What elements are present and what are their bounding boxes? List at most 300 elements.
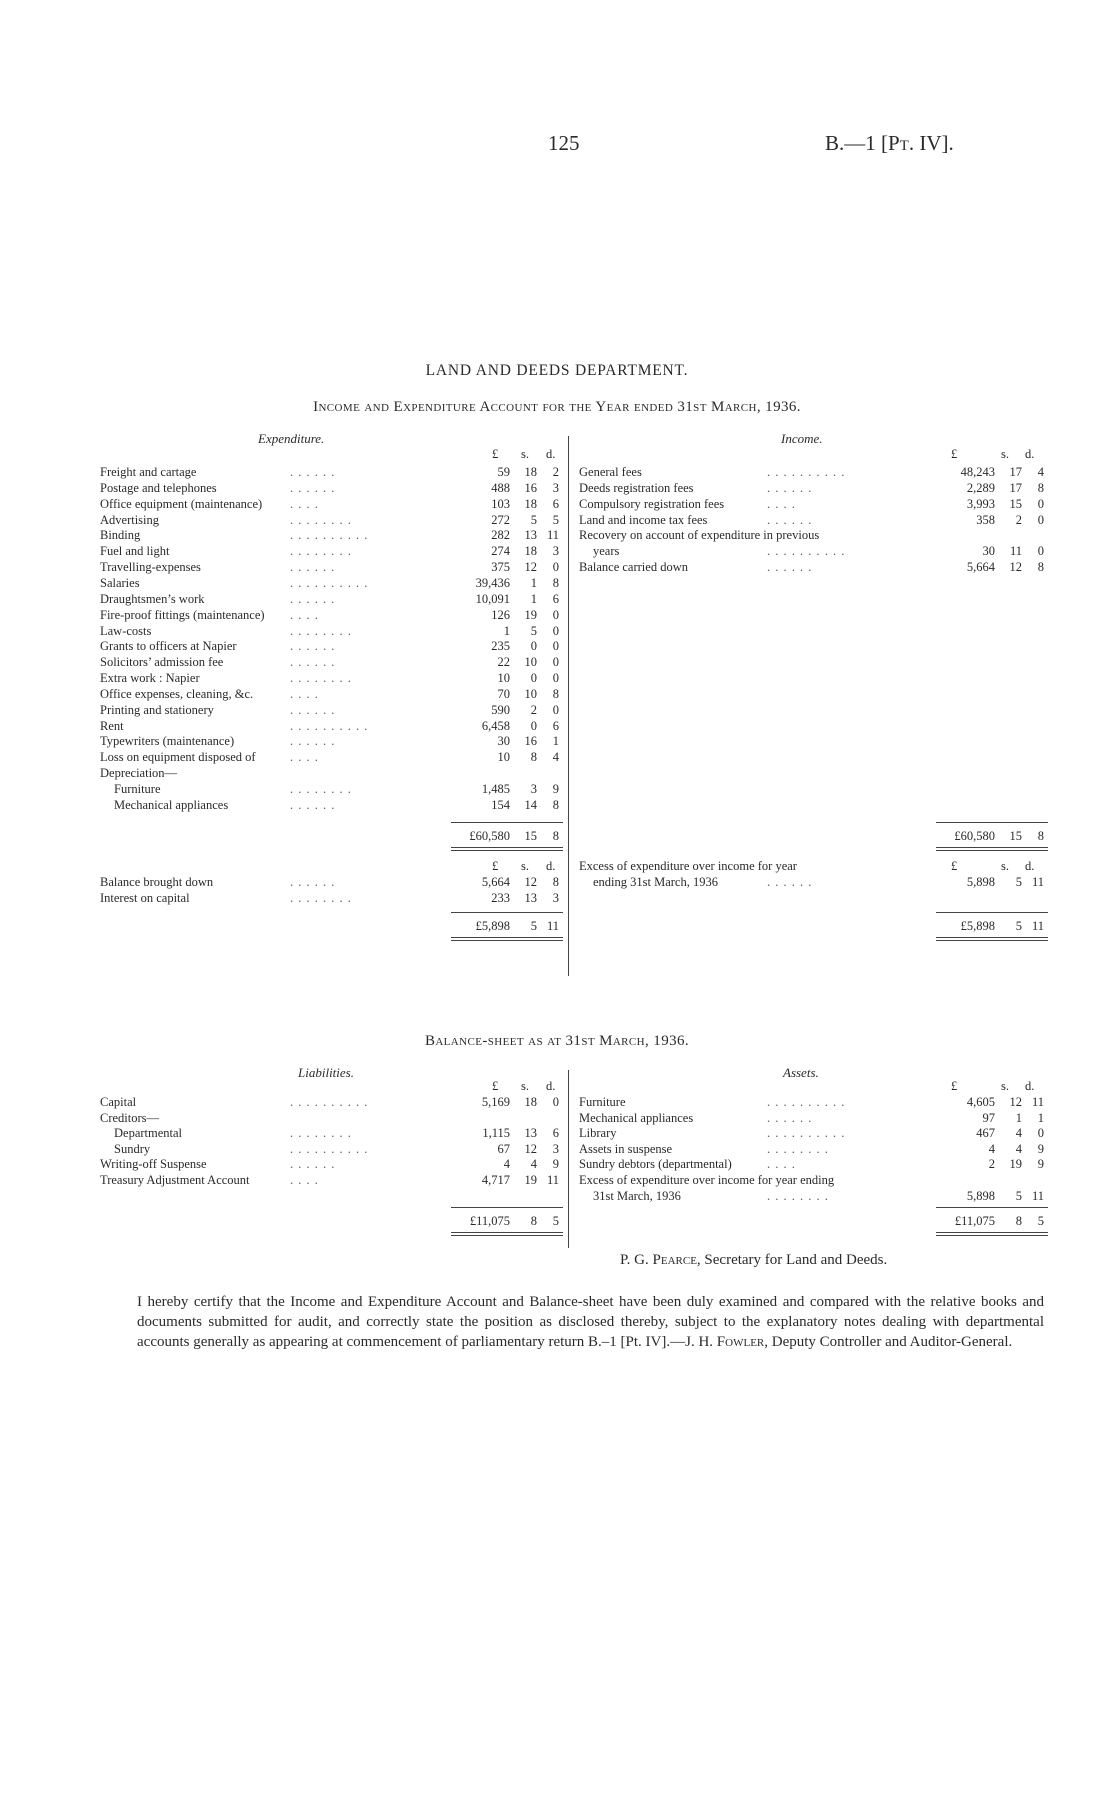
expenditure-row-pounds: 30	[497, 734, 510, 749]
expenditure-row-shillings: 18	[524, 544, 537, 559]
expenditure-row-pounds: 375	[491, 560, 510, 575]
balance-row-shillings: 12	[524, 875, 537, 889]
expenditure-row-amount	[451, 497, 563, 512]
expenditure-row-pounds: 272	[491, 512, 510, 527]
liability-row-amount	[451, 1111, 563, 1126]
asset-total-shillings: 8	[1015, 1214, 1022, 1228]
inc-pence-head: d.	[1025, 447, 1035, 461]
asset-row	[579, 1126, 919, 1141]
expenditure-row	[100, 624, 440, 639]
liab-total-rule-top	[451, 1207, 563, 1208]
asset-row-label: 31st March, 1936	[593, 1188, 681, 1203]
liability-row-label: Capital	[100, 1095, 137, 1109]
liability-row-pence: 11	[546, 1173, 559, 1187]
liability-row-amount	[451, 1095, 563, 1110]
inc-total-rule-bottom	[936, 847, 1048, 848]
asset-row-amount	[936, 1111, 1048, 1126]
expenditure-row-amount	[451, 703, 563, 718]
expenditure-row-amount	[451, 592, 563, 607]
asset-row-pounds: 4,605	[966, 1095, 995, 1109]
expenditure-row-pounds: 70	[497, 686, 510, 701]
bal-left-total-rule-bottom	[451, 937, 563, 938]
expenditure-row	[100, 513, 440, 528]
asset-row	[579, 1189, 919, 1204]
liab-total-shillings: 8	[530, 1214, 537, 1228]
liability-row-label: Sundry	[114, 1141, 151, 1156]
liability-row-amount	[451, 1126, 563, 1141]
expenditure-row-amount	[451, 798, 563, 813]
asset-row-leader-dots: . . . . . .	[767, 1110, 813, 1125]
bal-left-total-shillings: 5	[530, 919, 537, 933]
expenditure-row-pounds: 282	[491, 528, 510, 543]
expenditure-row-pence: 0	[552, 639, 559, 654]
asset-row-shillings: 19	[1009, 1157, 1022, 1172]
inc-total-pounds: £60,580	[954, 829, 995, 843]
asset-row-pence: 1	[1037, 1110, 1044, 1125]
bal-right-pounds-head: £	[951, 859, 958, 873]
income-row	[579, 544, 919, 559]
bs-center-divider	[568, 1070, 569, 1248]
liability-row-label: Treasury Adjustment Account	[100, 1173, 250, 1187]
income-row	[579, 513, 919, 528]
balance-row-leader-dots: . . . . . . . .	[290, 891, 352, 905]
liability-row-pence: 0	[552, 1095, 559, 1109]
expenditure-row-leader-dots: . . . . . .	[290, 465, 336, 479]
expenditure-row-leader-dots: . . . . . .	[290, 480, 336, 495]
expenditure-row	[100, 592, 440, 607]
liability-row-label: Writing-off Suspense	[100, 1157, 207, 1172]
expenditure-row-pounds: 59	[497, 465, 510, 479]
expenditure-row	[100, 798, 440, 813]
asset-row-label: Library	[579, 1126, 617, 1141]
income-row-shillings: 17	[1009, 480, 1022, 495]
expenditure-row-pounds: 103	[491, 496, 510, 511]
expenditure-row-pounds: 1	[503, 623, 510, 638]
expenditure-row-pence: 0	[552, 560, 559, 575]
expenditure-row-pence: 2	[552, 465, 559, 479]
bal-right-total-rule-top	[936, 912, 1048, 913]
balance-row-label: Interest on capital	[100, 891, 190, 905]
expenditure-row-shillings: 5	[530, 623, 537, 638]
liability-row-leader-dots: . . . .	[290, 1173, 319, 1187]
exp-total-row	[451, 829, 563, 844]
asset-row-label: Assets in suspense	[579, 1141, 673, 1156]
asset-row-label: Mechanical appliances	[579, 1110, 694, 1125]
asset-row-pence: 9	[1037, 1157, 1044, 1172]
asset-row-pounds: 97	[982, 1110, 995, 1125]
expenditure-row-pounds: 590	[491, 702, 510, 717]
expenditure-row	[100, 687, 440, 702]
excess-label-line-1	[579, 859, 919, 874]
excess-shillings: 5	[1015, 875, 1022, 889]
income-row-label: Compulsory registration fees	[579, 496, 725, 511]
expenditure-row-leader-dots: . . . . . . . . . .	[290, 718, 369, 733]
expenditure-row-pence: 9	[552, 782, 559, 796]
income-row-shillings: 17	[1009, 465, 1022, 479]
expenditure-row	[100, 528, 440, 543]
expenditure-row-label: Freight and cartage	[100, 465, 197, 479]
bal-right-total-row	[936, 919, 1048, 934]
excess-amount-row	[936, 875, 1048, 890]
expenditure-row-leader-dots: . . . . . .	[290, 591, 336, 606]
expenditure-row-shillings: 18	[524, 465, 537, 479]
center-divider	[568, 436, 569, 976]
expenditure-row-shillings: 1	[530, 575, 537, 590]
expenditure-row-shillings: 16	[524, 480, 537, 495]
liab-total-rule-bottom-2	[451, 1235, 563, 1236]
expenditure-row-amount	[451, 560, 563, 575]
expenditure-row-label: Law-costs	[100, 623, 152, 638]
bal-pence-head: d.	[546, 859, 556, 873]
expenditure-row-leader-dots: . . . . . .	[290, 639, 336, 654]
asset-row-amount	[936, 1126, 1048, 1141]
expenditure-row-pence: 1	[552, 734, 559, 749]
liability-row-shillings: 4	[530, 1157, 537, 1172]
expenditure-row-leader-dots: . . . . . . . .	[290, 544, 352, 559]
expenditure-row-label: Furniture	[114, 782, 161, 796]
liability-row-pounds: 5,169	[481, 1095, 510, 1109]
asset-row-label: Sundry debtors (departmental)	[579, 1157, 732, 1172]
asset-row-amount	[936, 1173, 1048, 1188]
exp-pounds-head: £	[492, 447, 499, 461]
income-row-label: Recovery on account of expenditure in previous	[579, 528, 820, 543]
inc-total-rule-bottom-2	[936, 850, 1048, 851]
expenditure-row-amount	[451, 465, 563, 480]
asset-row	[579, 1142, 919, 1157]
liability-row-leader-dots: . . . . . . . . . .	[290, 1095, 369, 1109]
expenditure-row	[100, 750, 440, 765]
expenditure-row-label: Solicitors’ admission fee	[100, 655, 224, 670]
expenditure-row-pounds: 488	[491, 480, 510, 495]
balance-row	[100, 891, 440, 906]
liab-total-rule-bottom	[451, 1232, 563, 1233]
expenditure-row	[100, 782, 440, 797]
expenditure-row	[100, 703, 440, 718]
expenditure-row-leader-dots: . . . . . .	[290, 560, 336, 575]
income-row-pence: 0	[1037, 496, 1044, 511]
liab-total-row	[451, 1214, 563, 1229]
expenditure-row-label: Travelling-expenses	[100, 560, 201, 575]
liab-total-pounds: £11,075	[469, 1214, 510, 1228]
income-row	[579, 465, 919, 480]
expenditure-row-label: Fuel and light	[100, 544, 170, 559]
expenditure-row-pounds: 10	[497, 671, 510, 686]
bal-left-total-row	[451, 919, 563, 934]
liability-row-pounds: 4	[503, 1157, 510, 1172]
asset-row-pence: 0	[1037, 1126, 1044, 1141]
bal-right-total-rule-bottom-2	[936, 940, 1048, 941]
expenditure-row-label: Office expenses, cleaning, &c.	[100, 686, 254, 701]
income-row-pounds: 48,243	[960, 465, 995, 479]
income-heading: Income.	[781, 431, 823, 446]
expenditure-row	[100, 497, 440, 512]
expenditure-row-shillings: 1	[530, 591, 537, 606]
expenditure-row	[100, 576, 440, 591]
asset-row-amount	[936, 1189, 1048, 1204]
asset-pence-head: d.	[1025, 1079, 1035, 1093]
income-row-pence: 8	[1037, 560, 1044, 575]
assets-heading: Assets.	[783, 1065, 819, 1080]
inc-total-rule-top	[936, 822, 1048, 823]
liab-pence-head: d.	[546, 1079, 556, 1093]
bal-right-shillings-head: s.	[1001, 859, 1009, 873]
liability-row-label: Creditors—	[100, 1110, 160, 1125]
liab-shillings-head: s.	[521, 1079, 529, 1093]
expenditure-row-pence: 6	[552, 496, 559, 511]
expenditure-row-pence: 8	[552, 686, 559, 701]
income-row-label: Deeds registration fees	[579, 480, 694, 495]
expenditure-row-leader-dots: . . . . . . . . . .	[290, 575, 369, 590]
expenditure-row-amount	[451, 576, 563, 591]
expenditure-row-label: Office equipment (maintenance)	[100, 496, 263, 511]
asset-row-label: Furniture	[579, 1095, 626, 1109]
balance-row-leader-dots: . . . . . .	[290, 875, 336, 889]
income-row-shillings: 11	[1009, 544, 1022, 559]
expenditure-row	[100, 560, 440, 575]
liability-row	[100, 1157, 440, 1172]
expenditure-row-amount	[451, 544, 563, 559]
expenditure-row-leader-dots: . . . . . .	[290, 797, 336, 812]
expenditure-row	[100, 766, 440, 781]
expenditure-row-shillings: 8	[530, 750, 537, 765]
balance-row-pounds: 5,664	[481, 875, 510, 889]
income-row-leader-dots: . . . . . . . . . .	[767, 544, 846, 559]
expenditure-heading: Expenditure.	[258, 431, 325, 446]
auditor-title: , Deputy Controller and Auditor-General.	[764, 1334, 1013, 1350]
liability-row	[100, 1126, 440, 1141]
expenditure-row-pounds: 10,091	[475, 591, 510, 606]
liability-row-pounds: 1,115	[482, 1126, 510, 1141]
liability-row-pence: 3	[552, 1141, 559, 1156]
expenditure-row-pounds: 235	[491, 639, 510, 654]
balance-row-shillings: 13	[524, 891, 537, 905]
income-row-shillings: 2	[1015, 512, 1022, 527]
signature-title: , Secretary for Land and Deeds.	[696, 1252, 888, 1268]
asset-row-pence: 11	[1031, 1095, 1044, 1109]
expenditure-row-pence: 6	[552, 718, 559, 733]
exp-total-rule-top	[451, 822, 563, 823]
expenditure-row-shillings: 0	[530, 718, 537, 733]
bal-left-total-pence: 11	[546, 919, 559, 933]
balance-row-pence: 3	[552, 891, 559, 905]
auditor-name: J. H. Fowler	[685, 1334, 765, 1350]
income-row-amount	[936, 481, 1048, 496]
expenditure-row	[100, 608, 440, 623]
expenditure-row-pounds: 39,436	[475, 575, 510, 590]
liability-row-pounds: 4,717	[481, 1173, 510, 1187]
expenditure-row-amount	[451, 528, 563, 543]
income-row	[579, 497, 919, 512]
expenditure-row-shillings: 5	[530, 512, 537, 527]
expenditure-row-pence: 0	[552, 671, 559, 686]
asset-row-leader-dots: . . . . . . . .	[767, 1188, 829, 1203]
audit-certificate	[137, 1292, 1044, 1352]
liability-row-pence: 9	[552, 1157, 559, 1172]
liability-row	[100, 1095, 440, 1110]
income-row-label: General fees	[579, 465, 642, 479]
income-row	[579, 481, 919, 496]
asset-row	[579, 1095, 919, 1110]
asset-total-pounds: £11,075	[954, 1214, 995, 1228]
expenditure-row-label: Mechanical appliances	[114, 797, 229, 812]
liab-total-pence: 5	[552, 1214, 559, 1228]
expenditure-row-leader-dots: . . . .	[290, 607, 319, 622]
expenditure-row-label: Advertising	[100, 512, 160, 527]
asset-row-shillings: 4	[1015, 1126, 1022, 1141]
asset-row-pounds: 2	[988, 1157, 995, 1172]
asset-row-shillings: 1	[1015, 1110, 1022, 1125]
expenditure-row-pounds: 126	[491, 607, 510, 622]
expenditure-row	[100, 734, 440, 749]
asset-row-pounds: 5,898	[966, 1188, 995, 1203]
expenditure-row-label: Fire-proof fittings (maintenance)	[100, 607, 265, 622]
expenditure-row	[100, 671, 440, 686]
balance-row	[100, 875, 440, 890]
expenditure-row-shillings: 19	[524, 607, 537, 622]
signature-line	[620, 1252, 887, 1269]
expenditure-row-label: Depreciation—	[100, 766, 178, 781]
inc-total-row	[936, 829, 1048, 844]
expenditure-row-label: Postage and telephones	[100, 480, 217, 495]
expenditure-row-amount	[451, 719, 563, 734]
expenditure-row-label: Binding	[100, 528, 141, 543]
liability-row-pounds: 67	[497, 1141, 510, 1156]
inc-shillings-head: s.	[1001, 447, 1009, 461]
liability-row-leader-dots: . . . . . . . .	[290, 1126, 352, 1141]
expenditure-row	[100, 719, 440, 734]
bal-shillings-head: s.	[521, 859, 529, 873]
expenditure-row-amount	[451, 624, 563, 639]
income-row-leader-dots: . . . . . .	[767, 480, 813, 495]
liability-row-leader-dots: . . . . . .	[290, 1157, 336, 1172]
expenditure-row-leader-dots: . . . . . .	[290, 702, 336, 717]
expenditure-row-pence: 6	[552, 591, 559, 606]
expenditure-row-amount	[451, 481, 563, 496]
expenditure-row-label: Grants to officers at Napier	[100, 639, 237, 654]
income-row-pounds: 5,664	[966, 560, 995, 575]
asset-row-amount	[936, 1142, 1048, 1157]
expenditure-row-shillings: 0	[530, 639, 537, 654]
income-row	[579, 560, 919, 575]
expenditure-row	[100, 481, 440, 496]
liability-row	[100, 1142, 440, 1157]
expenditure-row-amount	[451, 687, 563, 702]
income-row-pence: 0	[1037, 512, 1044, 527]
expenditure-row-pence: 3	[552, 480, 559, 495]
asset-row-pence: 11	[1031, 1188, 1044, 1203]
exp-shillings-head: s.	[521, 447, 529, 461]
expenditure-row-pounds: 154	[491, 797, 510, 812]
expenditure-row-leader-dots: . . . . . . . .	[290, 512, 352, 527]
income-row-leader-dots: . . . . . .	[767, 560, 813, 575]
expenditure-row	[100, 655, 440, 670]
expenditure-row-shillings: 10	[524, 686, 537, 701]
income-row-pence: 4	[1037, 465, 1044, 479]
expenditure-row-shillings: 18	[524, 496, 537, 511]
expenditure-row-label: Loss on equipment disposed of	[100, 750, 256, 765]
liability-row-label: Departmental	[114, 1126, 183, 1141]
income-row-pounds: 2,289	[966, 480, 995, 495]
exp-total-pounds: £60,580	[469, 829, 510, 843]
exp-pence-head: d.	[546, 447, 556, 461]
expenditure-row-shillings: 0	[530, 671, 537, 686]
income-row-leader-dots: . . . .	[767, 496, 796, 511]
expenditure-row-pence: 8	[552, 575, 559, 590]
income-row-leader-dots: . . . . . .	[767, 512, 813, 527]
bal-left-total-pounds: £5,898	[475, 919, 510, 933]
excess-label-2: ending 31st March, 1936	[593, 875, 718, 889]
expenditure-row-pence: 0	[552, 623, 559, 638]
excess-pence: 11	[1031, 875, 1044, 889]
asset-total-rule-bottom	[936, 1232, 1048, 1233]
expenditure-row-pence: 0	[552, 702, 559, 717]
expenditure-row-label: Draughtsmen’s work	[100, 591, 205, 606]
expenditure-row-leader-dots: . . . . . .	[290, 734, 336, 749]
expenditure-row-label: Typewriters (maintenance)	[100, 734, 235, 749]
income-row-shillings: 12	[1009, 560, 1022, 575]
excess-pounds: 5,898	[966, 875, 995, 889]
certificate-body: I hereby certify that the Income and Expenditure Account and Balance-sheet have been duly examined and compared with the relative books and documents submitted for audit, and correctly state the position as disclosed thereby, subject to the explanatory notes dealing with departmental accounts generally as appearing at commencement of parliamentary return B.–1 [Pt. IV].—	[137, 1294, 1044, 1350]
expenditure-row-leader-dots: . . . .	[290, 750, 319, 765]
expenditure-row-pence: 3	[552, 544, 559, 559]
income-row-amount	[936, 544, 1048, 559]
excess-label-1: Excess of expenditure over income for year	[579, 859, 797, 873]
asset-row-leader-dots: . . . . . . . .	[767, 1141, 829, 1156]
asset-row	[579, 1157, 919, 1172]
liability-row-shillings: 12	[524, 1141, 537, 1156]
liability-row-leader-dots: . . . . . . . . . .	[290, 1141, 369, 1156]
asset-total-pence: 5	[1037, 1214, 1044, 1228]
expenditure-row-pence: 8	[552, 797, 559, 812]
expenditure-row-amount	[451, 608, 563, 623]
expenditure-row-amount	[451, 766, 563, 781]
balance-row-pence: 8	[552, 875, 559, 889]
asset-row-pounds: 4	[988, 1141, 995, 1156]
asset-total-rule-bottom-2	[936, 1235, 1048, 1236]
asset-row	[579, 1111, 919, 1126]
signature-name: P. G. Pearce	[620, 1252, 697, 1268]
asset-row-leader-dots: . . . . . . . . . .	[767, 1126, 846, 1141]
expenditure-row-amount	[451, 782, 563, 797]
asset-shillings-head: s.	[1001, 1079, 1009, 1093]
income-row-label: years	[593, 544, 620, 559]
expenditure-row-amount	[451, 513, 563, 528]
expenditure-row-leader-dots: . . . . . . . .	[290, 623, 352, 638]
asset-row-label: Excess of expenditure over income for year ending	[579, 1173, 835, 1187]
exp-total-shillings: 15	[524, 829, 537, 843]
bal-right-total-rule-bottom	[936, 937, 1048, 938]
expenditure-row-label: Salaries	[100, 575, 140, 590]
inc-total-pence: 8	[1037, 829, 1044, 843]
asset-row-shillings: 5	[1015, 1188, 1022, 1203]
asset-total-row	[936, 1214, 1048, 1229]
asset-row-shillings: 12	[1009, 1095, 1022, 1109]
expenditure-row-leader-dots: . . . . . . . .	[290, 782, 352, 796]
expenditure-row-leader-dots: . . . . . .	[290, 655, 336, 670]
page-reference-text: B.—1 [Pt. IV].	[825, 131, 954, 155]
asset-total-rule-top	[936, 1207, 1048, 1208]
asset-row	[579, 1173, 919, 1188]
expenditure-row-pence: 0	[552, 607, 559, 622]
expenditure-row-amount	[451, 734, 563, 749]
expenditure-row-label: Printing and stationery	[100, 702, 214, 717]
balance-row-amount	[451, 891, 563, 906]
income-row-label: Balance carried down	[579, 560, 688, 575]
asset-row-amount	[936, 1157, 1048, 1172]
expenditure-row-pounds: 6,458	[481, 718, 510, 733]
liability-row	[100, 1111, 440, 1126]
exp-total-pence: 8	[552, 829, 559, 843]
